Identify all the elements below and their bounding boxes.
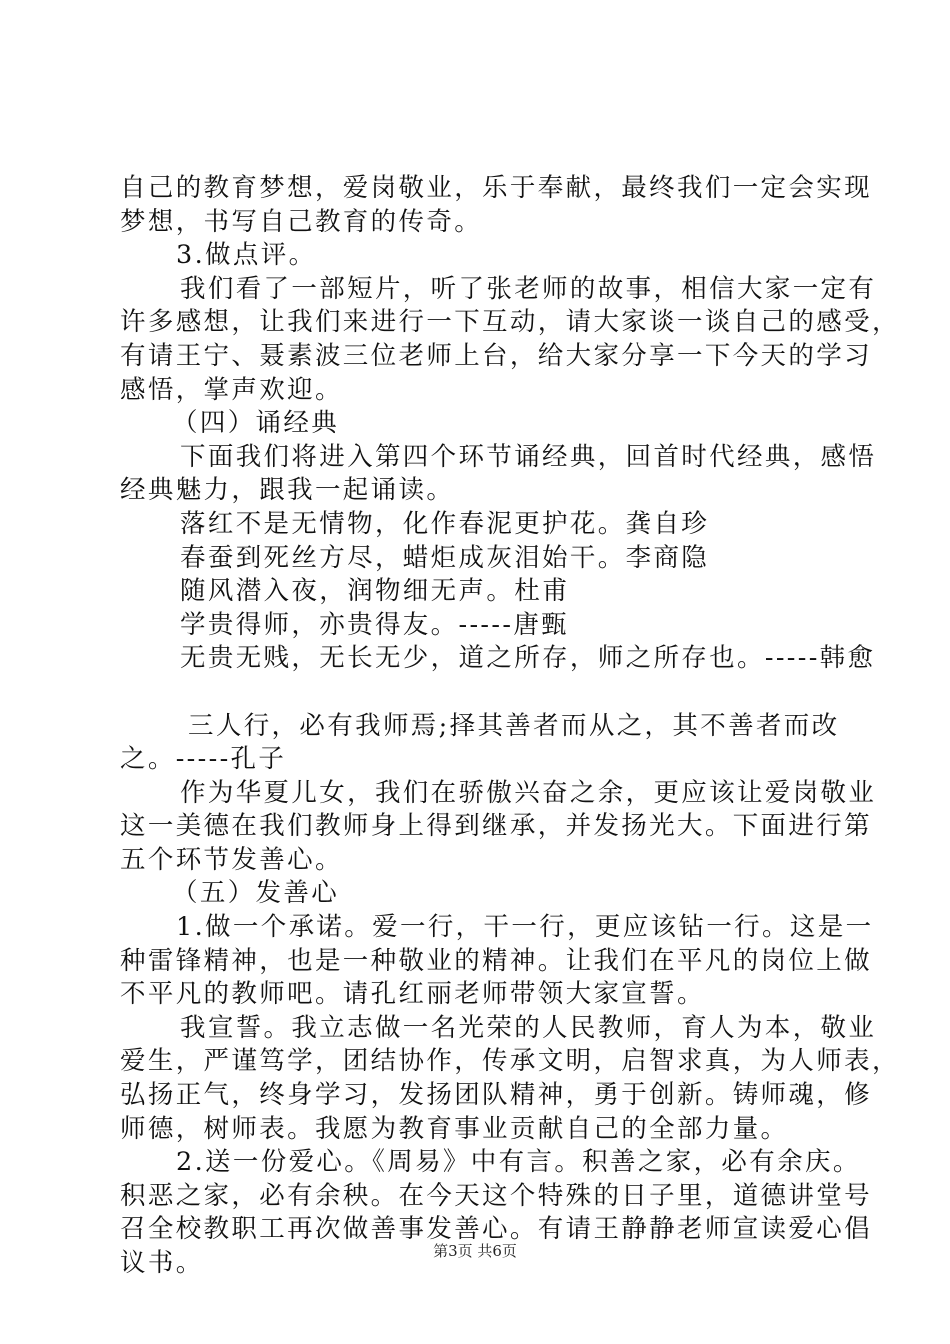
text-line: 爱生，严谨笃学，团结协作，传承文明，启智求真，为人师表， xyxy=(120,1046,900,1077)
quote-line: 落红不是无情物，化作春泥更护花。龚自珍 xyxy=(180,508,710,539)
section-heading: （五）发善心 xyxy=(172,878,340,909)
text-line: 经典魅力，跟我一起诵读。 xyxy=(120,475,455,506)
paragraph-first-line: 我宣誓。我立志做一名光荣的人民教师，育人为本，敬业 xyxy=(180,1012,877,1043)
list-item-heading: 2.送一份爱心。《周易》中有言。积善之家，必有余庆。 xyxy=(176,1147,861,1178)
text-line: 师德，树师表。我愿为教育事业贡献自己的全部力量。 xyxy=(120,1113,789,1144)
blank-line xyxy=(120,676,832,710)
paragraph-first-line: 下面我们将进入第四个环节诵经典，回首时代经典，感悟 xyxy=(180,441,877,472)
text-line: 有请王宁、聂素波三位老师上台，给大家分享一下今天的学习 xyxy=(120,340,872,371)
list-item-heading: 3.做点评。 xyxy=(176,240,317,271)
quote-line: 春蚕到死丝方尽，蜡炬成灰泪始干。李商隐 xyxy=(180,542,710,573)
text-line: 不平凡的教师吧。请孔红丽老师带领大家宣誓。 xyxy=(120,979,705,1010)
text-line: 梦想，书写自己教育的传奇。 xyxy=(120,206,483,237)
text-line: 自己的教育梦想，爱岗敬业，乐于奉献，最终我们一定会实现 xyxy=(120,173,872,203)
quote-line: 随风潜入夜，润物细无声。杜甫 xyxy=(180,576,570,607)
page-number-footer: 第3页 共6页 xyxy=(433,1242,517,1260)
text-line: 积恶之家，必有余秧。在今天这个特殊的日子里，道德讲堂号 xyxy=(120,1180,872,1211)
text-line: 召全校教职工再次做善事发善心。有请王静静老师宣读爱心倡 xyxy=(120,1214,872,1245)
document-body xyxy=(120,172,900,1281)
section-heading: （四）诵经典 xyxy=(172,408,340,439)
text-line: 感悟，掌声欢迎。 xyxy=(120,374,343,405)
paragraph-first-line: 作为华夏儿女，我们在骄傲兴奋之余，更应该让爱岗敬业 xyxy=(180,777,877,808)
quote-line: 无贵无贱，无长无少，道之所存，师之所存也。-----韩愈 xyxy=(180,643,876,674)
text-line: 五个环节发善心。 xyxy=(120,844,343,875)
text-line: 弘扬正气，终身学习，发扬团队精神，勇于创新。铸师魂，修 xyxy=(120,1080,872,1111)
text-line: 许多感想，让我们来进行一下互动，请大家谈一谈自己的感受， xyxy=(120,307,900,338)
paragraph-first-line: 我们看了一部短片，听了张老师的故事，相信大家一定有 xyxy=(180,273,877,304)
list-item-heading: 1.做一个承诺。爱一行，干一行，更应该钻一行。这是一 xyxy=(176,912,874,943)
quote-line: 三人行，必有我师焉;择其善者而从之，其不善者而改 xyxy=(188,710,840,741)
text-line: 议书。 xyxy=(120,1248,204,1278)
quote-line: 学贵得师，亦贵得友。-----唐甄 xyxy=(180,609,570,640)
text-line: 种雷锋精神，也是一种敬业的精神。让我们在平凡的岗位上做 xyxy=(120,945,872,976)
text-line: 之。-----孔子 xyxy=(120,744,287,775)
text-line: 这一美德在我们教师身上得到继承，并发扬光大。下面进行第 xyxy=(120,811,872,842)
